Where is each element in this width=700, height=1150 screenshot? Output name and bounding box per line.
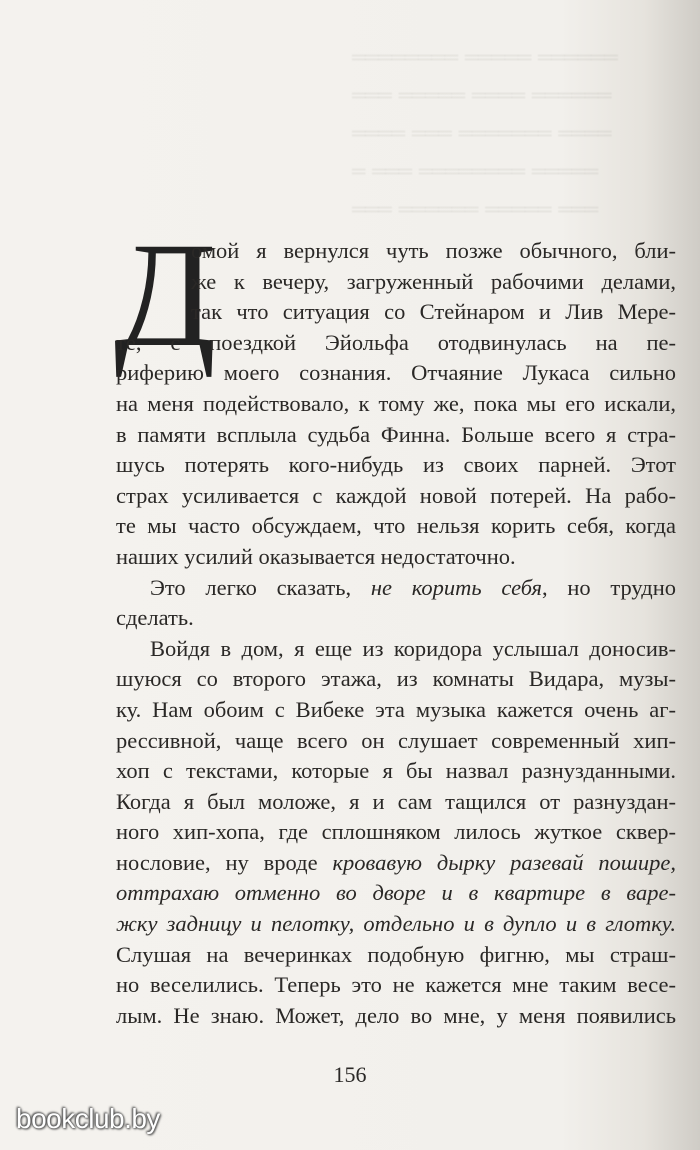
text-line: омой я вернулся чуть позже обычного, бли- (191, 238, 676, 263)
text-line: Когда я был моложе, я и сам тащился от разнуздан- (116, 788, 676, 814)
italic-span: кровавую дырку разевай пошире, (332, 849, 676, 875)
italic-span: жку задницу и пелотку, отдельно и в дупло и в глотку. (116, 911, 676, 937)
body-text (114, 212, 676, 1031)
text-line (116, 848, 676, 879)
italic-span: не корить себя (370, 574, 542, 600)
text-line: ку. Нам обоим с Вибеке эта музыка кажется очень аг- (116, 696, 676, 722)
text-line: но веселились. Теперь это не кажется мне таким весе- (116, 972, 676, 998)
watermark: bookclub.by (16, 1103, 160, 1134)
text-line (116, 573, 676, 604)
italic-span: оттрахаю отменно во дворе и в квартире в варе- (116, 880, 676, 906)
text-span: , но трудно (542, 574, 676, 600)
text-line (116, 878, 676, 909)
text-line: сделать. (116, 605, 194, 631)
bleed-through-text: ══════ ═════ ════════ ══════ ════ ═════ ═══ ════ ═══════ ═══ ════ ═════ ════════ ═══ ═ ═══ ═════ ══════ ═══ (352, 46, 618, 223)
text-line: же к вечеру, загруженный рабочими делами, (191, 268, 676, 294)
drop-cap: Д (114, 212, 217, 378)
text-line: Слушая на вечеринках подобную фигню, мы страш- (116, 941, 676, 967)
text-line: так что ситуация со Стейнаром и Лив Мере- (191, 299, 676, 325)
text-line: шуюся со второго этажа, из комнаты Видара, музы- (116, 666, 676, 692)
text-line: те мы часто обсуждаем, что нельзя корить себя, когда (116, 513, 676, 539)
text-line: риферию моего сознания. Отчаяние Лукаса сильно (116, 360, 676, 386)
page-number: 156 (333, 1062, 367, 1087)
text-line: лым. Не знаю. Может, дело во мне, у меня появились (116, 1002, 676, 1028)
text-line (116, 909, 676, 940)
text-line: ного хип-хопа, где сплошняком лилось жуткое сквер- (116, 819, 676, 845)
text-line: шусь потерять кого-нибудь из своих парней. Этот (116, 452, 676, 478)
text-line: Войдя в дом, я еще из коридора услышал доносив- (150, 635, 676, 661)
text-line: хоп с текстами, которые я бы назвал разнузданными. (116, 758, 676, 784)
text-line: в памяти всплыла судьба Финна. Больше всего я стра- (116, 421, 676, 447)
text-span: Это легко сказать, (150, 574, 352, 600)
text-line: рессивной, чаще всего он слушает современный хип- (116, 727, 676, 753)
text-line: на меня подействовало, к тому же, пока мы его искали, (116, 390, 676, 416)
text-line: те, с поездкой Эйольфа отодвинулась на пе- (116, 329, 676, 355)
text-line: страх усиливается с каждой новой потерей. На рабо- (116, 482, 676, 508)
text-span: нословие, ну вроде (116, 849, 318, 875)
text-line: наших усилий оказывается недостаточно. (116, 543, 516, 569)
